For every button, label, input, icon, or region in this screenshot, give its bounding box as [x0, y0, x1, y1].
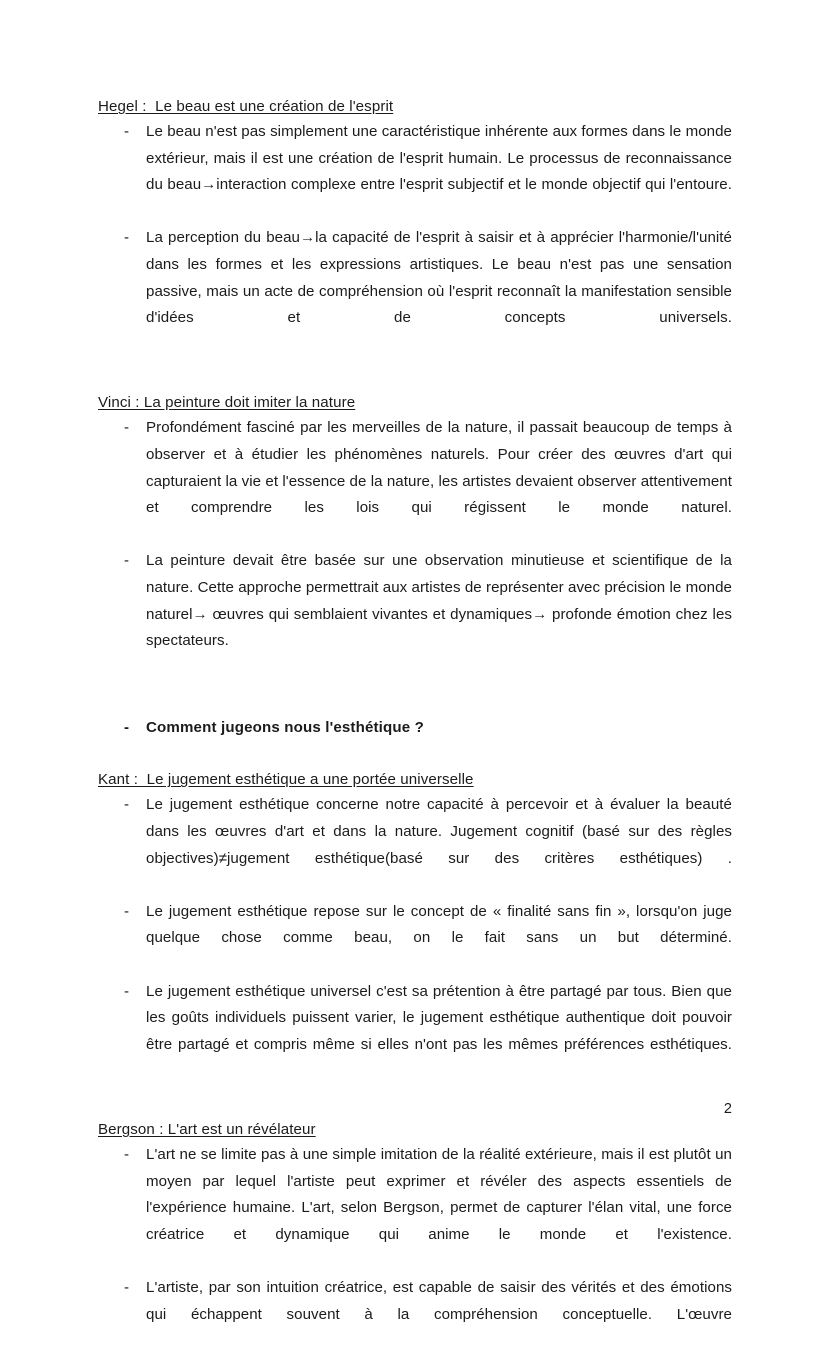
list-item: [98, 792, 732, 898]
list-item: [98, 1142, 732, 1275]
bullet-dash-icon: -: [124, 796, 130, 814]
list-item-text: Le jugement esthétique concerne notre capacité à percevoir et à évaluer la beauté dans les œuvres d'art et dans la nature. Jugement cognitif (basé sur des règles objectives)≠jugement esthétique(basé sur des critères esthétiques) .: [146, 796, 732, 867]
bullet-list-bergson: [98, 1142, 732, 1355]
list-item: [98, 415, 732, 548]
document-body: [98, 96, 732, 1355]
section-heading-kant: Kant : Le jugement esthétique a une portée universelle: [98, 771, 474, 789]
bullet-list-vinci: [98, 415, 732, 681]
list-item: [98, 899, 732, 979]
bullet-dash-icon: -: [124, 902, 130, 920]
list-item-text: La peinture devait être basée sur une observation minutieuse et scientifique de la nature. Cette approche permettrait aux artistes de représenter avec précision le monde naturel→ œuvres qui semblaient vivantes et dynamiques→ profonde émotion chez les spectateurs.: [146, 552, 732, 650]
list-item: [98, 225, 732, 358]
section-heading-bergson: Bergson : L'art est un révélateur: [98, 1121, 316, 1138]
bullet-dash-icon: -: [124, 1146, 130, 1163]
list-item-text: La perception du beau→la capacité de l'esprit à saisir et à apprécier l'harmonie/l'unité dans les formes et les expressions artistiques. Le beau n'est pas une sensation passive, mais un acte de compréhension où l'esprit reconnaît la manifestation sensible d'idées et de concepts universels.: [146, 229, 732, 327]
list-item-text: Profondément fasciné par les merveilles de la nature, il passait beaucoup de temps à observer et à étudier les phénomènes naturels. Pour créer des œuvres d'art qui capturaient la vie et l'essence de la nature, les artistes devaient observer attentivement et comprendre les lois qui régissent le monde naturel.: [146, 419, 732, 517]
list-item-text: Le jugement esthétique universel c'est sa prétention à être partagé par tous. Bien que les goûts individuels puissent varier, le jugement esthétique authentique doit pouvoir être partagé et compris même si elles n'ont pas les mêmes préférences esthétiques.: [146, 982, 732, 1053]
list-item-text: L'art ne se limite pas à une simple imitation de la réalité extérieure, mais il est plutôt un moyen par lequel l'artiste peut exprimer et révéler des aspects essentiels de l'expérience humaine. L'art, selon Bergson, permet de capturer l'élan vital, une force créatrice et dynamique qui anime le monde et l'existence.: [146, 1146, 732, 1243]
list-item: [98, 119, 732, 225]
bullet-dash-icon: -: [124, 419, 130, 437]
bullet-dash-icon: -: [124, 123, 130, 140]
bullet-dash-icon: -: [124, 229, 130, 247]
list-item-text: Le jugement esthétique repose sur le concept de « finalité sans fin », lorsqu'on juge quelque chose comme beau, on le fait sans un but déterminé.: [146, 902, 732, 947]
bullet-list-hegel: [98, 119, 732, 358]
section-heading-vinci: Vinci : La peinture doit imiter la nature: [98, 394, 356, 412]
list-item: [98, 979, 732, 1085]
bullet-dash-icon: -: [124, 719, 130, 737]
bullet-dash-icon: -: [124, 1278, 130, 1296]
section-bergson: [98, 1119, 732, 1355]
list-item-text: Le beau n'est pas simplement une caractéristique inhérente aux formes dans le monde extérieur, mais il est une création de l'esprit humain. Le processus de reconnaissance du beau→interaction complexe entre l'esprit subjectif et le monde objectif qui l'entoure.: [146, 123, 732, 194]
bullet-list-kant-question: [98, 715, 732, 768]
section-kant: [98, 715, 732, 1085]
question-list-item: [98, 715, 732, 768]
question-text: Comment jugeons nous l'esthétique ?: [146, 719, 425, 737]
bullet-list-kant: [98, 792, 732, 1085]
section-heading-hegel: Hegel : Le beau est une création de l'esprit: [98, 98, 394, 115]
section-hegel: [98, 96, 732, 358]
list-item: [98, 548, 732, 681]
bullet-dash-icon: -: [124, 982, 130, 1000]
section-vinci: [98, 392, 732, 681]
list-item: [98, 1275, 732, 1355]
bullet-dash-icon: -: [124, 552, 130, 570]
list-item-text: L'artiste, par son intuition créatrice, est capable de saisir des vérités et des émotions qui échappent souvent à la compréhension conceptuelle. L'œuvre: [146, 1278, 732, 1323]
page-number: 2: [723, 1101, 732, 1117]
